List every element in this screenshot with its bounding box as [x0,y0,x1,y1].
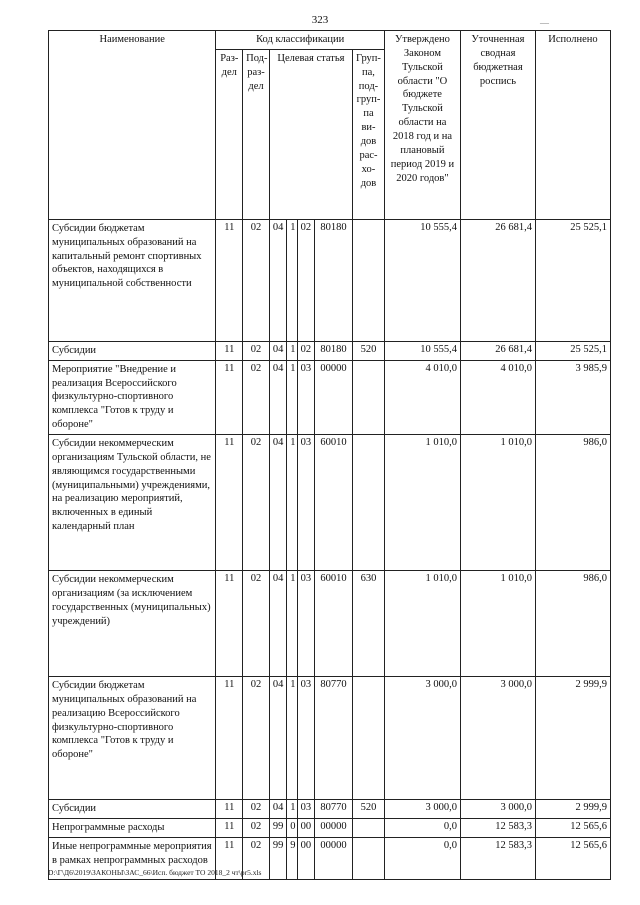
row-target-1: 04 [269,800,286,819]
row-executed: 25 525,1 [535,341,610,360]
row-executed: 25 525,1 [535,219,610,341]
row-target-2: 1 [287,435,297,571]
row-target-2: 1 [287,571,297,677]
page-number: 323 [311,14,329,26]
row-executed: 2 999,9 [535,800,610,819]
row-target-3: 02 [297,219,314,341]
row-refined: 1 010,0 [460,435,535,571]
row-target-3: 03 [297,800,314,819]
table-row [49,677,611,800]
row-target-4: 60010 [315,435,353,571]
row-group: 630 [353,571,385,677]
row-podrazdel: 02 [243,800,270,819]
row-name: Субсидии некоммерческим организациям (за исключением государственных (муниципальных) учреждений) [49,571,216,677]
row-approved: 0,0 [384,837,460,879]
table-row [49,800,611,819]
table-row [49,571,611,677]
row-executed: 2 999,9 [535,677,610,800]
row-name: Непрограммные расходы [49,818,216,837]
row-refined: 26 681,4 [460,341,535,360]
row-refined: 1 010,0 [460,571,535,677]
row-refined: 4 010,0 [460,360,535,434]
row-name: Субсидии бюджетам муниципальных образований на реализацию Всероссийского физкультурно-спортивного комплекса "Готов к труду и обороне" [49,677,216,800]
row-target-3: 00 [297,837,314,879]
header-podrazdel: Под-раз-дел [243,49,270,219]
row-refined: 3 000,0 [460,800,535,819]
row-target-3: 03 [297,677,314,800]
row-executed: 12 565,6 [535,837,610,879]
row-group [353,219,385,341]
row-target-4: 00000 [315,837,353,879]
row-target-2: 1 [287,360,297,434]
row-razdel: 11 [216,435,243,571]
budget-table [48,30,611,880]
row-target-2: 1 [287,800,297,819]
row-target-1: 04 [269,219,286,341]
row-refined: 3 000,0 [460,677,535,800]
row-approved: 1 010,0 [384,435,460,571]
row-name: Субсидии [49,341,216,360]
row-target-3: 03 [297,360,314,434]
row-group [353,435,385,571]
row-target-4: 80770 [315,800,353,819]
row-refined: 12 583,3 [460,837,535,879]
row-approved: 3 000,0 [384,800,460,819]
row-target-1: 04 [269,360,286,434]
header-target-article: Целевая статья [269,49,352,219]
row-name: Субсидии [49,800,216,819]
row-target-3: 03 [297,435,314,571]
row-target-1: 04 [269,341,286,360]
row-group: 520 [353,800,385,819]
row-approved: 4 010,0 [384,360,460,434]
row-razdel: 11 [216,360,243,434]
row-refined: 26 681,4 [460,219,535,341]
header-executed: Исполнено [535,31,610,220]
row-approved: 10 555,4 [384,341,460,360]
row-approved: 1 010,0 [384,571,460,677]
header-refined: Уточненная сводная бюджетная роспись [460,31,535,220]
row-podrazdel: 02 [243,571,270,677]
row-target-2: 1 [287,677,297,800]
row-name: Иные непрограммные мероприятия в рамках непрограммных расходов [49,837,216,879]
row-podrazdel: 02 [243,837,270,879]
row-group [353,818,385,837]
row-group [353,837,385,879]
table-row [49,818,611,837]
row-executed: 986,0 [535,571,610,677]
table-row [49,360,611,434]
row-target-1: 04 [269,435,286,571]
row-podrazdel: 02 [243,818,270,837]
row-group [353,360,385,434]
scan-mark: — [540,18,549,28]
table-row [49,435,611,571]
row-podrazdel: 02 [243,677,270,800]
row-approved: 0,0 [384,818,460,837]
table-row [49,341,611,360]
row-name: Мероприятие "Внедрение и реализация Всероссийского физкультурно-спортивного комплекса "Готов к труду и обороне" [49,360,216,434]
row-target-2: 1 [287,219,297,341]
header-name: Наименование [49,31,216,220]
header-classification: Код классификации [216,31,385,50]
row-target-3: 03 [297,571,314,677]
file-path-footer: D:\Г\Д6\2019\ЗАКОНЫ\ЗАС_66\Исп. бюджет ТО 2018_2 чт\pr5.xls [48,868,262,877]
row-target-4: 00000 [315,360,353,434]
row-target-1: 99 [269,818,286,837]
row-razdel: 11 [216,800,243,819]
row-name: Субсидии некоммерческим организациям Тульской области, не являющимся государственными (муниципальными) учреждениями, на реализацию мероприятий, включенных в единый календарный план [49,435,216,571]
row-podrazdel: 02 [243,435,270,571]
row-refined: 12 583,3 [460,818,535,837]
row-podrazdel: 02 [243,219,270,341]
row-razdel: 11 [216,677,243,800]
row-target-4: 00000 [315,818,353,837]
row-razdel: 11 [216,571,243,677]
row-razdel: 11 [216,837,243,879]
row-razdel: 11 [216,219,243,341]
header-approved: Утверждено Законом Тульской области "О бюджете Тульской области на 2018 год и на плановый период 2019 и 2020 годов" [384,31,460,220]
header-row-1 [49,31,611,50]
row-target-3: 00 [297,818,314,837]
row-group [353,677,385,800]
row-target-1: 04 [269,571,286,677]
row-target-4: 80180 [315,219,353,341]
row-executed: 12 565,6 [535,818,610,837]
table-row [49,219,611,341]
row-group: 520 [353,341,385,360]
row-executed: 3 985,9 [535,360,610,434]
row-target-2: 0 [287,818,297,837]
row-target-2: 9 [287,837,297,879]
row-executed: 986,0 [535,435,610,571]
row-target-1: 99 [269,837,286,879]
row-razdel: 11 [216,818,243,837]
header-expense-group: Груп-па, под-груп-па ви-дов рас-хо-дов [353,49,385,219]
row-target-4: 80770 [315,677,353,800]
row-target-4: 80180 [315,341,353,360]
row-approved: 3 000,0 [384,677,460,800]
header-razdel: Раз-дел [216,49,243,219]
row-target-4: 60010 [315,571,353,677]
row-podrazdel: 02 [243,341,270,360]
row-podrazdel: 02 [243,360,270,434]
row-target-1: 04 [269,677,286,800]
row-approved: 10 555,4 [384,219,460,341]
row-target-2: 1 [287,341,297,360]
row-target-3: 02 [297,341,314,360]
row-name: Субсидии бюджетам муниципальных образований на капитальный ремонт спортивных объектов, находящихся в муниципальной собственности [49,219,216,341]
row-razdel: 11 [216,341,243,360]
